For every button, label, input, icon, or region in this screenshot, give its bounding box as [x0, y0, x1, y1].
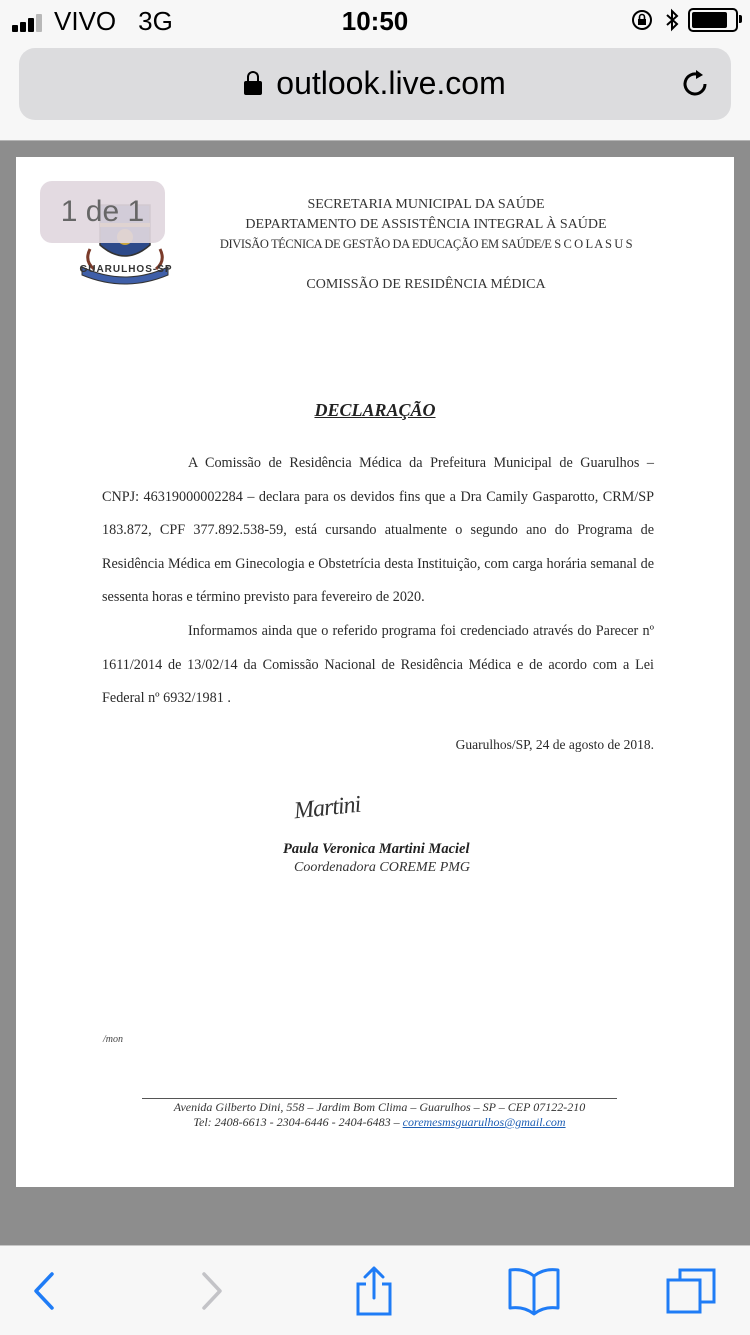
- status-icons: [630, 8, 738, 32]
- header-line-4: COMISSÃO DE RESIDÊNCIA MÉDICA: [306, 277, 546, 292]
- tabs-icon[interactable]: [664, 1266, 720, 1316]
- signal-strength-icon: [12, 12, 44, 32]
- signer-name: Paula Veronica Martini Maciel: [283, 841, 470, 857]
- document-body: [102, 447, 654, 716]
- body-paragraph-2: Informamos ainda que o referido programa foi credenciado através do Parecer nº 1611/2014 de 13/02/14 da Comissão Nacional de Residência Médica e de acordo com a Lei Federal nº 6932/1981 .: [102, 622, 654, 707]
- lock-icon: [244, 81, 262, 95]
- document-title: DECLARAÇÃO: [314, 400, 436, 420]
- page-counter-badge: 1 de 1: [40, 181, 165, 243]
- share-icon[interactable]: [346, 1266, 402, 1316]
- footer-email-link[interactable]: coremesmsguarulhos@gmail.com: [402, 1115, 566, 1129]
- footer-address: Avenida Gilberto Dini, 558 – Jardim Bom Clima – Guarulhos – SP – CEP 07122-210: [173, 1100, 586, 1114]
- header-line-1: SECRETARIA MUNICIPAL DA SAÚDE: [307, 197, 545, 212]
- seal-caption: GUARULHOS-SP: [79, 264, 173, 275]
- bookmarks-icon[interactable]: [506, 1266, 562, 1316]
- address-bar[interactable]: [19, 48, 731, 120]
- clock: 10:50: [341, 6, 409, 36]
- signer-role: Coordenadora COREME PMG: [294, 860, 471, 875]
- footer-contact: [142, 1115, 617, 1130]
- body-paragraph-1: A Comissão de Residência Médica da Prefeitura Municipal de Guarulhos – CNPJ: 46319000002284 – declara para os devidos fins que a Dra Camily Gasparotto, CRM/SP 183.872, CPF 377.892.538-59, está cursando atualmente o segundo ano do Programa de Residência Médica em Ginecologia e Obstetrícia desta Instituição, com carga horária semanal de sessenta horas e término previsto para fevereiro de 2020.: [102, 455, 654, 606]
- document-viewer[interactable]: [0, 141, 750, 1245]
- reload-icon[interactable]: [677, 66, 713, 102]
- bluetooth-icon: [664, 8, 680, 32]
- footer-divider: [142, 1098, 617, 1099]
- header-line-3: DIVISÃO TÉCNICA DE GESTÃO DA EDUCAÇÃO EM SAÚDE/E S C O L A S U S: [219, 237, 633, 251]
- status-bar: [0, 0, 750, 40]
- url-text: outlook.live.com: [276, 65, 506, 101]
- document-page[interactable]: [16, 157, 734, 1187]
- footer-phones: Tel: 2408-6613 - 2304-6446 - 2404-6483 –: [193, 1115, 403, 1129]
- url-display[interactable]: [19, 65, 731, 102]
- header-line-2: DEPARTAMENTO DE ASSISTÊNCIA INTEGRAL À SAÚDE: [245, 217, 607, 232]
- network-type: 3G: [138, 6, 173, 36]
- handwritten-signature: Martini: [292, 791, 362, 825]
- typist-initials: /mon: [103, 1034, 123, 1045]
- browser-header: [0, 40, 750, 141]
- orientation-lock-icon: [630, 8, 654, 32]
- battery-icon: [688, 8, 738, 32]
- carrier-info: [12, 6, 173, 37]
- back-icon[interactable]: [22, 1266, 78, 1316]
- place-date-line: Guarulhos/SP, 24 de agosto de 2018.: [455, 737, 654, 752]
- browser-toolbar: [0, 1245, 750, 1335]
- forward-icon: [184, 1266, 240, 1316]
- carrier-name: VIVO: [54, 6, 117, 36]
